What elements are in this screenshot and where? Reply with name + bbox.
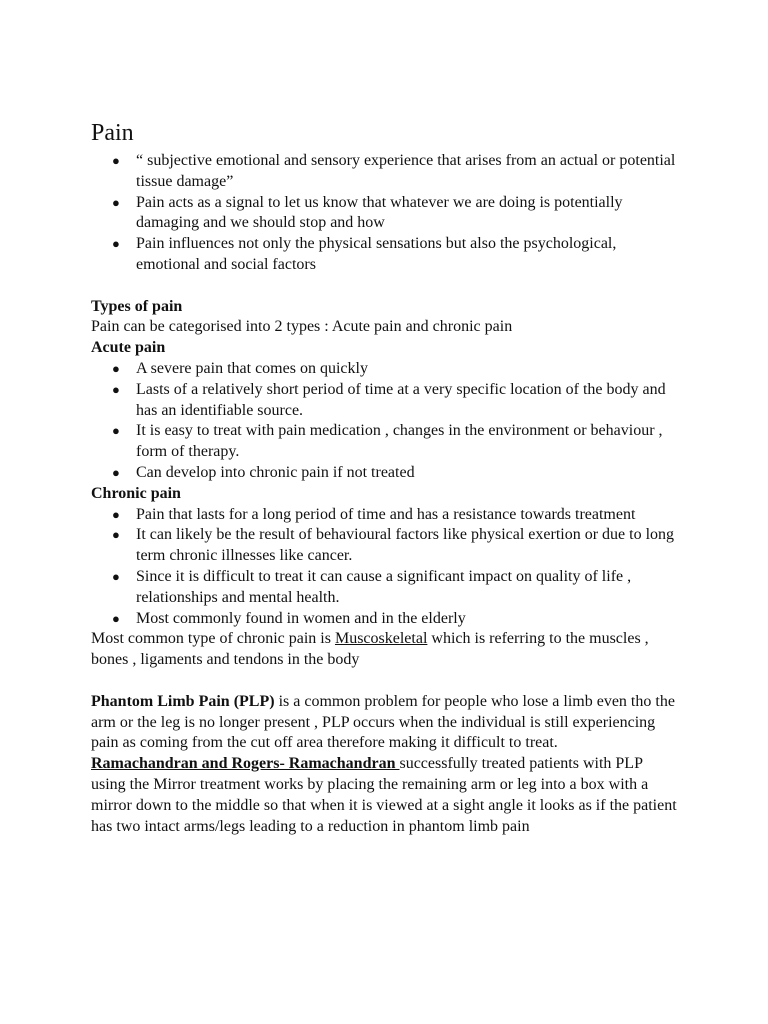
types-paragraph: Pain can be categorised into 2 types : Acute pain and chronic pain (91, 318, 513, 336)
list-item-text: It can likely be the result of behavioural factors like physical exertion or due to long term chronic illnesses like cancer. (136, 526, 675, 565)
bullet-icon: ● (112, 464, 120, 480)
list-item-text: A severe pain that comes on quickly (136, 359, 368, 377)
list-item (91, 193, 678, 235)
list-item (91, 505, 678, 526)
bullet-icon: ● (112, 610, 120, 626)
page-title: Pain (91, 120, 134, 146)
spacer (91, 276, 678, 297)
list-item (91, 151, 678, 193)
list-item (91, 234, 678, 276)
bullet-icon: ● (112, 568, 120, 584)
list-item (91, 525, 678, 567)
list-item-text: Pain acts as a signal to let us know that whatever we are doing is potentially damaging and we should stop and how (136, 193, 623, 232)
list-item-text: Lasts of a relatively short period of time at a very specific location of the body and has an identifiable source. (136, 380, 666, 419)
bullet-icon: ● (112, 360, 120, 376)
bullet-icon: ● (112, 423, 120, 439)
list-item-text: Pain that lasts for a long period of time and has a resistance towards treatment (136, 505, 636, 523)
bullet-icon: ● (112, 506, 120, 522)
list-item-text: Most commonly found in women and in the elderly (136, 609, 466, 627)
bullet-icon: ● (112, 153, 120, 168)
bullet-icon: ● (112, 381, 120, 397)
list-item (91, 609, 678, 630)
plp-term: Phantom Limb Pain (PLP) (91, 692, 275, 710)
list-item (91, 380, 678, 422)
chronic-list (91, 505, 678, 630)
msk-term: Muscoskeletal (334, 630, 428, 648)
plp-text: is a common problem for people who lose a limb even tho the arm or the leg is no longer present , PLP occurs when the individual is still experiencing pain as coming from the cut off area therefore making it difficult to treat. (91, 692, 675, 752)
list-item (91, 359, 678, 380)
msk-text-before: Most common type of chronic pain is (91, 630, 335, 648)
bullet-icon: ● (112, 236, 120, 252)
study-text: successfully treated patients with PLP using the Mirror treatment works by placing the remaining arm or leg into a box with a mirror down to the middle so that when it is viewed at a sight angle it looks as if the patient has two intact arms/legs leading to a reduction in phantom limb pain (91, 755, 677, 835)
study-term: Ramachandran and Rogers- Ramachandran (91, 755, 400, 773)
list-item-text: It is easy to treat with pain medication , changes in the environment or behaviour , form of therapy. (136, 422, 663, 461)
spacer (91, 671, 678, 692)
plp-paragraph (91, 692, 678, 754)
list-item (91, 463, 678, 484)
types-heading: Types of pain (91, 297, 183, 315)
study-paragraph (91, 754, 678, 837)
list-item-text: Can develop into chronic pain if not treated (136, 463, 415, 481)
chronic-heading: Chronic pain (91, 484, 181, 502)
list-item-text: Since it is difficult to treat it can cause a significant impact on quality of life , relationships and mental health. (136, 567, 632, 606)
intro-list (91, 151, 678, 276)
bullet-icon: ● (112, 194, 120, 210)
list-item-text: Pain influences not only the physical sensations but also the psychological, emotional and social factors (136, 235, 617, 273)
list-item (91, 567, 678, 609)
msk-text-after: which is referring to the muscles , bones , ligaments and tendons in the body (91, 630, 649, 669)
acute-list (91, 359, 678, 484)
acute-heading: Acute pain (91, 339, 166, 357)
list-item-text: “ subjective emotional and sensory experience that arises from an actual or potential tissue damage” (136, 152, 676, 190)
musculoskeletal-paragraph (91, 629, 678, 671)
list-item (91, 421, 678, 463)
bullet-icon: ● (112, 527, 120, 543)
